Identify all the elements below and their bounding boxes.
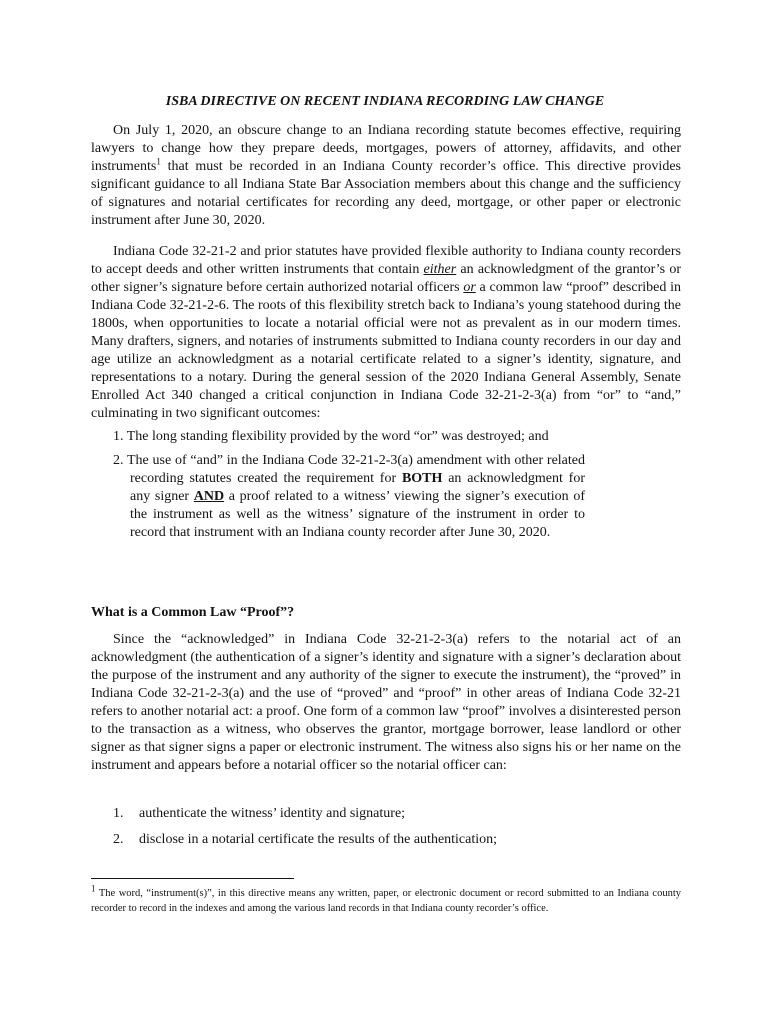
outcomes-list — [113, 428, 585, 542]
footnote-text: The word, “instrument(s)”, in this directive means any written, paper, or electronic document or record submitted to an Indiana county recorder to record in the indexes and among the various land records in that Indiana county recorder’s office. — [91, 888, 681, 914]
paragraph-history — [91, 243, 681, 423]
footnote — [91, 883, 681, 916]
outcome-item-2-text-b: an acknowledgment for any signer — [130, 471, 585, 504]
outcome-item-2 — [113, 452, 585, 542]
emphasis-or: or — [463, 280, 476, 295]
notary-can-item-2 — [113, 831, 673, 849]
list-number: 1. — [113, 806, 124, 821]
paragraph-intro — [91, 122, 681, 230]
paragraph-intro-text-b: that must be recorded in an Indiana County recorder’s office. This directive provides significant guidance to all Indiana State Bar Association members about this change and the sufficiency of signatures and notarial certificates for recording any deed, mortgage, or other paper or electronic instrument after June 30, 2020. — [91, 159, 681, 228]
notary-can-list — [113, 805, 673, 849]
outcome-item-1: 1. The long standing flexibility provided by the word “or” was destroyed; and — [113, 429, 549, 444]
emphasis-both: BOTH — [401, 471, 443, 486]
paragraph-proof: Since the “acknowledged” in Indiana Code 32-21-2-3(a) refers to the notarial act of an acknowledgment (the authentication of a signer’s identity and signature with a signer’s declaration about the purpose of the instrument and any authority of the signer to execute the instrument), the “proved” in Indiana Code 32-21-2-3(a) and the use of “proved” and “proof” in other areas of Indiana Code 32-21 refers to another notarial act: a proof. One form of a common law “proof” involves a disinterested person to the transaction as a witness, who observes the grantor, mortgage borrower, lease landlord or other signer as that signer signs a paper or electronic instrument. The witness also signs his or her name on the instrument and appears before a notarial officer so the notarial officer can: — [91, 632, 681, 773]
outcome-item-2-text-a: 2. The use of “and” in the Indiana Code 32-21-2-3(a) amendment with other related recording statutes created the requirement for — [113, 453, 585, 486]
emphasis-either: either — [423, 262, 457, 277]
paragraph-history-text-a: Indiana Code 32-21-2 and prior statutes have provided flexible authority to Indiana county recorders to accept deeds and other written instruments that contain — [91, 244, 681, 277]
list-text: authenticate the witness’ identity and signature; — [139, 806, 406, 821]
footnote-mark: 1 — [91, 883, 96, 894]
paragraph-history-text-b: an acknowledgment of the grantor’s or other signer’s signature before certain authorized notarial officers — [91, 262, 682, 295]
emphasis-and: AND — [193, 489, 225, 504]
document-title: ISBA DIRECTIVE ON RECENT INDIANA RECORDING LAW CHANGE — [165, 94, 605, 109]
paragraph-intro-text-a: On July 1, 2020, an obscure change to an Indiana recording statute becomes effective, requiring lawyers to change how they prepare deeds, mortgages, powers of attorney, affidavits, and other instruments — [91, 123, 681, 174]
outcome-item-2-text-c: a proof related to a witness’ viewing the signer’s execution of the instrument as well as the witness’ signature of the instrument in order to record that instrument with an Indiana county recorder after June 30, 2020. — [130, 489, 585, 540]
notary-can-item-1 — [113, 805, 673, 823]
section-heading: What is a Common Law “Proof”? — [91, 605, 295, 620]
paragraph-history-text-c: a common law “proof” described in Indiana Code 32-21-2-6. The roots of this flexibility stretch back to Indiana’s young statehood during the 1800s, when opportunities to locate a notarial official were not as prevalent as in our modern times. Many drafters, signers, and notaries of instruments submitted to Indiana county recorders in our day and age utilize an acknowledgment as a notarial certificate related to a signer’s identity, signature, and representations to a notary. During the general session of the 2020 Indiana General Assembly, Senate Enrolled Act 340 changed a critical conjunction in Indiana Code 32-21-2-3(a) from “or” to “and,” culminating in two significant outcomes: — [91, 280, 681, 421]
footnote-reference: 1 — [156, 156, 161, 167]
list-text: disclose in a notarial certificate the results of the authentication; — [139, 832, 498, 847]
footnote-divider — [91, 878, 294, 879]
list-number: 2. — [113, 832, 124, 847]
